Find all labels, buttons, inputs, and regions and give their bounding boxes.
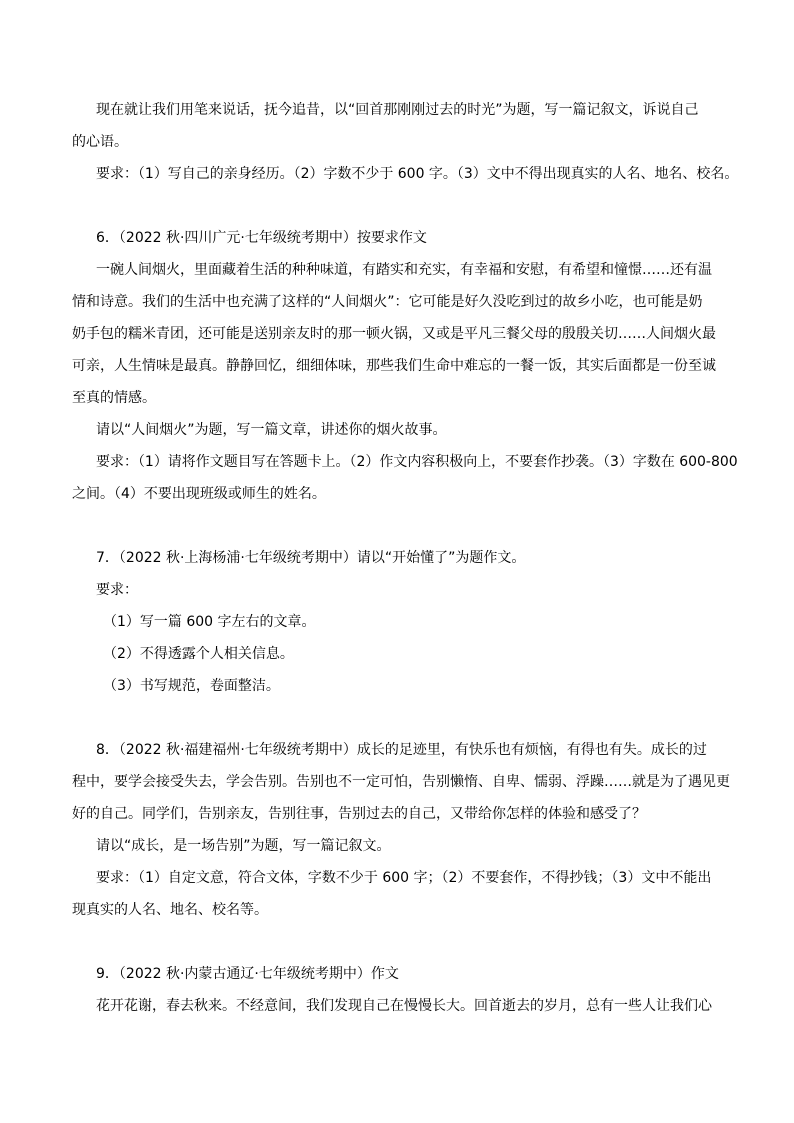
q7-requirement-item-3: （3）书写规范，卷面整洁。 <box>103 678 280 694</box>
q6-prompt: 请以“人间烟火”为题，写一篇文章，讲述你的烟火故事。 <box>96 422 447 438</box>
q5-paragraph-line-2: 的心语。 <box>72 134 128 150</box>
q7-requirements-label: 要求： <box>96 582 138 598</box>
q7-requirement-item-1: （1）写一篇 600 字左右的文章。 <box>103 614 316 630</box>
q8-header-line-1: 8．（2022 秋·福建福州·七年级统考期中）成长的足迹里，有快乐也有烦恼，有得也有失。成长的过 <box>96 742 707 758</box>
q6-requirements-line-2: 之间。（4）不要出现班级或师生的姓名。 <box>72 486 326 502</box>
q7-requirement-item-2: （2）不得透露个人相关信息。 <box>103 646 294 662</box>
q6-paragraph-line-1: 一碗人间烟火，里面藏着生活的种种味道，有踏实和充实，有幸福和安慰，有希望和憧憬……还有温 <box>96 262 712 278</box>
q8-paragraph-line-2: 程中，要学会接受失去，学会告别。告别也不一定可怕，告别懒惰、自卑、懦弱、浮躁……就是为了遇见更 <box>72 774 730 790</box>
q5-paragraph-line-1: 现在就让我们用笔来说话，抚今追昔，以“回首那刚刚过去的时光”为题，写一篇记叙文，诉说自己 <box>96 102 699 118</box>
q6-paragraph-line-4: 可亲，人生情味是最真。静静回忆，细细体味，那些我们生命中难忘的一餐一饭，其实后面都是一份至诚 <box>72 358 716 374</box>
q9-paragraph-line-1: 花开花谢，春去秋来。不经意间，我们发现自己在慢慢长大。回首逝去的岁月，总有一些人让我们心 <box>96 998 712 1014</box>
q7-header: 7．（2022 秋·上海杨浦·七年级统考期中）请以“开始懂了”为题作文。 <box>96 550 526 566</box>
q6-requirements-line-1: 要求：（1）请将作文题目写在答题卡上。（2）作文内容积极向上，不要套作抄袭。（3）字数在 600-800 <box>96 454 738 470</box>
q6-paragraph-line-2: 情和诗意。我们的生活中也充满了这样的“人间烟火”：它可能是好久没吃到过的故乡小吃，也可能是奶 <box>72 294 703 310</box>
q6-header: 6．（2022 秋·四川广元·七年级统考期中）按要求作文 <box>96 230 427 246</box>
q8-requirements-line-1: 要求：（1）自定文意，符合文体，字数不少于 600 字；（2）不要套作，不得抄钱；（3）文中不能出 <box>96 870 712 886</box>
q9-header: 9．（2022 秋·内蒙古通辽·七年级统考期中）作文 <box>96 966 399 982</box>
q8-requirements-line-2: 现真实的人名、地名、校名等。 <box>72 902 268 918</box>
q5-requirements: 要求：（1）写自己的亲身经历。（2）字数不少于 600 字。（3）文中不得出现真实的人名、地名、校名。 <box>96 166 739 182</box>
q6-paragraph-line-3: 奶手包的糯米青团，还可能是送别亲友时的那一顿火锅，又或是平凡三餐父母的殷殷关切……人间烟火最 <box>72 326 716 342</box>
q8-paragraph-line-3: 好的自己。同学们，告别亲友，告别往事，告别过去的自己，又带给你怎样的体验和感受了？ <box>72 806 646 822</box>
q8-prompt: 请以“成长，是一场告别”为题，写一篇记叙文。 <box>96 838 391 854</box>
q6-paragraph-line-5: 至真的情感。 <box>72 390 156 406</box>
